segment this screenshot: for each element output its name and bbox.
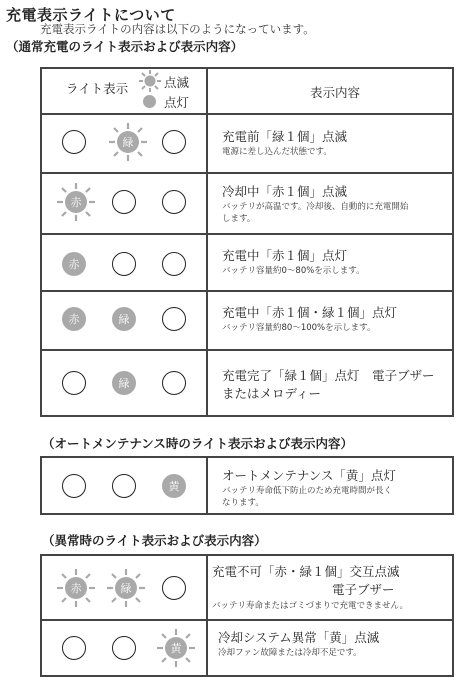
header-light-display: ライト表示 <box>66 81 129 96</box>
row-sub-text: バッテリ寿命低下防止のため充電時間が長く <box>222 486 393 496</box>
led-off-icon <box>112 474 136 498</box>
row-sub-text: バッテリ寿命またはゴミづまりで充電できません。 <box>212 601 409 611</box>
led-off-icon <box>62 636 86 660</box>
intro-text: 充電表示ライトの内容は以下のようになっています。 <box>40 22 315 36</box>
legend-on-label: 点灯 <box>164 95 190 110</box>
led-green-on-icon: 緑 <box>112 307 136 331</box>
led-off-icon <box>162 576 186 600</box>
led-green-blink-icon: 緑 <box>109 123 147 161</box>
led-off-icon <box>112 190 136 214</box>
section-heading-abnormal: （異常時のライト表示および表示内容） <box>42 533 267 548</box>
led-green-blink-icon: 緑 <box>107 569 145 607</box>
led-off-icon <box>62 130 86 154</box>
led-off-icon <box>162 190 186 214</box>
led-red-blink-icon: 赤 <box>57 183 95 221</box>
legend-on-icon <box>143 95 156 108</box>
led-off-icon <box>62 371 86 395</box>
row-sub-text: 電源に差し込んだ状態です。 <box>222 147 332 157</box>
row-sub-text: バッテリ容量約80〜100%を示します。 <box>222 323 376 333</box>
page-title: 充電表示ライトについて <box>6 6 176 24</box>
row-main-text-line2: 電子ブザー <box>332 582 395 597</box>
led-red-on-icon: 赤 <box>62 307 86 331</box>
row-main-text-line2: またはメロディー <box>222 386 322 401</box>
row-main-text: 冷却システム異常「黄」点滅 <box>218 630 380 645</box>
maintenance-table <box>40 456 454 515</box>
led-red-blink-icon: 赤 <box>57 569 95 607</box>
normal-table <box>40 67 454 417</box>
abnormal-table <box>40 554 454 677</box>
row-main-text: 充電中「赤１個」点灯 <box>222 248 348 263</box>
led-off-icon <box>112 636 136 660</box>
led-yellow-blink-icon: 黄 <box>157 629 195 667</box>
led-off-icon <box>162 252 186 276</box>
row-main-text: 充電完了「緑１個」点灯 電子ブザー <box>222 368 435 383</box>
row-main-text: 冷却中「赤１個」点滅 <box>222 184 348 199</box>
row-sub-text: バッテリ容量約0〜80%を示します。 <box>222 266 365 276</box>
led-red-on-icon: 赤 <box>62 252 86 276</box>
legend-blink-label: 点滅 <box>164 75 190 90</box>
section-heading-normal: （通常充電のライト表示および表示内容） <box>6 39 244 54</box>
led-off-icon <box>162 307 186 331</box>
row-sub-text: なります。 <box>222 498 264 508</box>
row-main-text: 充電前「緑１個」点滅 <box>222 129 348 144</box>
row-main-text: 充電不可「赤・緑１個」交互点滅 <box>212 564 400 579</box>
header-content: 表示内容 <box>310 85 361 100</box>
led-off-icon <box>112 252 136 276</box>
led-green-on-icon: 緑 <box>112 371 136 395</box>
row-main-text: 充電中「赤１個・緑１個」点灯 <box>222 305 398 320</box>
row-main-text: オートメンテナンス「黄」点灯 <box>222 468 396 483</box>
led-off-icon <box>162 371 186 395</box>
section-heading-maintenance: （オートメンテナンス時のライト表示および表示内容） <box>42 436 354 451</box>
row-sub-text: します。 <box>222 214 256 224</box>
row-sub-text: バッテリが高温です。冷却後、自動的に充電開始 <box>222 202 409 212</box>
led-off-icon <box>162 130 186 154</box>
led-off-icon <box>62 474 86 498</box>
led-yellow-on-icon: 黄 <box>162 474 186 498</box>
legend-blink-icon <box>139 70 161 92</box>
row-sub-text: 冷却ファン故障または冷却不足です。 <box>218 648 362 658</box>
